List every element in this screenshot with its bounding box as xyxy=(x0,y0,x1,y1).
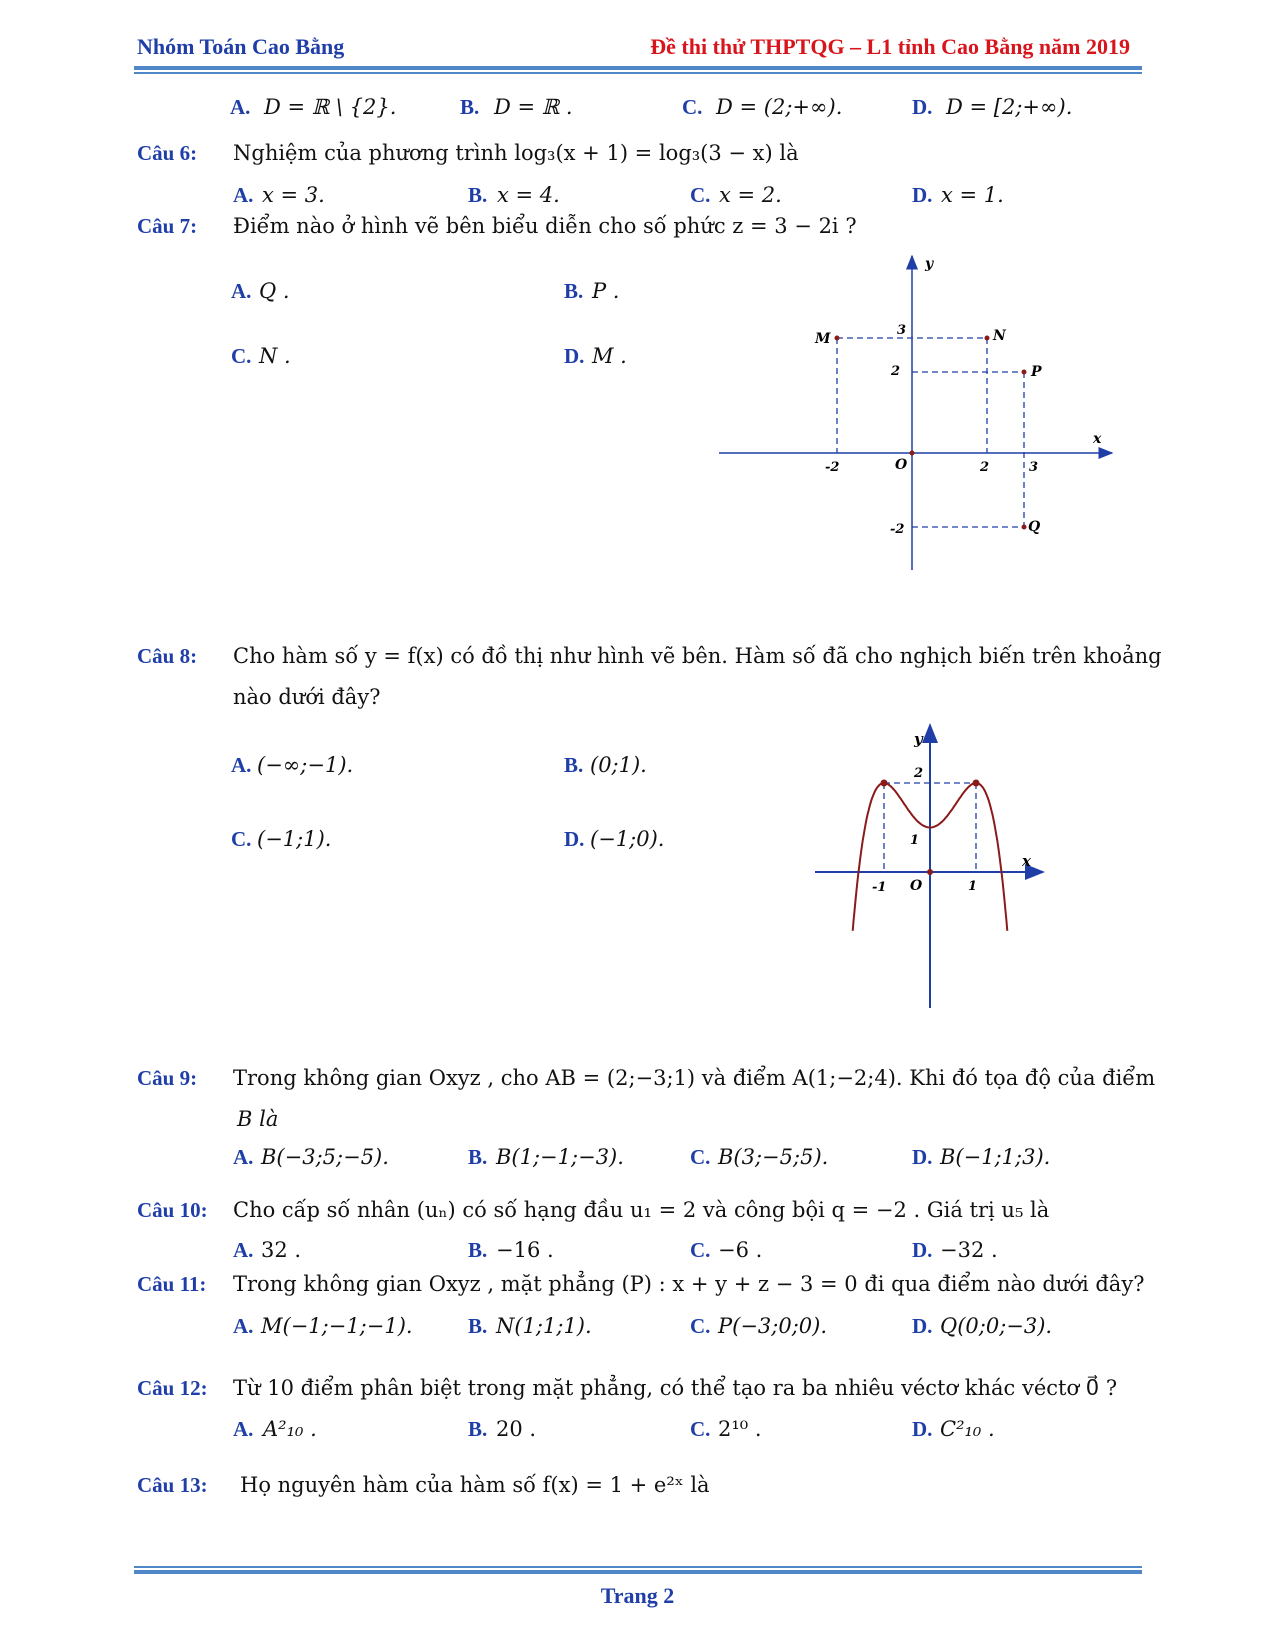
q10-option-b-label: B. xyxy=(468,1238,488,1262)
q6-option-b-label: B. xyxy=(468,183,488,207)
q7-ytick-3: 3 xyxy=(897,323,907,338)
q8-max-right xyxy=(973,780,980,787)
q7-option-a: Q . xyxy=(259,279,290,303)
q8-xtick-1: 1 xyxy=(968,879,978,894)
q8-option-b-label: B. xyxy=(564,753,584,777)
q7-option-d-label: D. xyxy=(564,344,585,368)
footer-rule xyxy=(134,1570,1142,1574)
q7-origin-label: O xyxy=(895,457,908,473)
q7-xtick-2: 2 xyxy=(980,460,990,475)
q5-option-d-label: D. xyxy=(912,95,933,119)
q12-option-a: A²₁₀ . xyxy=(263,1417,317,1441)
q7-label: Câu 7: xyxy=(137,214,198,238)
q13-text: Họ nguyên hàm của hàm số f(x) = 1 + e²ˣ là xyxy=(240,1473,710,1497)
header-rule xyxy=(134,66,1142,70)
q8-option-d-label: D. xyxy=(564,827,585,851)
q9-option-a-label: A. xyxy=(233,1145,254,1169)
q10-text: Cho cấp số nhân (uₙ) có số hạng đầu u₁ = 2 và công bội q = −2 . Giá trị u₅ là xyxy=(233,1198,1050,1222)
q11-option-d: Q(0;0;−3). xyxy=(940,1314,1053,1338)
q7-point-p xyxy=(1022,370,1027,375)
q5-option-b-label: B. xyxy=(460,95,480,119)
q9-option-c: B(3;−5;5). xyxy=(718,1145,829,1169)
q5-option-a: D = ℝ \ {2}. xyxy=(264,95,397,119)
q11-option-b-label: B. xyxy=(468,1314,488,1338)
header-rule-thin xyxy=(134,72,1142,74)
q8-option-a: (−∞;−1). xyxy=(257,753,354,777)
q8-y-label: y xyxy=(914,730,923,748)
q8-option-d: (−1;0). xyxy=(590,827,665,851)
q5-option-b: D = ℝ . xyxy=(494,95,573,119)
q7-p-label: P xyxy=(1031,364,1042,380)
q12-option-a-label: A. xyxy=(233,1417,254,1441)
q12-option-b-label: B. xyxy=(468,1417,488,1441)
q7-m-label: M xyxy=(815,331,831,347)
q6-option-c-label: C. xyxy=(690,183,711,207)
q6-option-c: x = 2. xyxy=(719,183,782,207)
q7-option-c-label: C. xyxy=(231,344,252,368)
q10-option-a-label: A. xyxy=(233,1238,254,1262)
q7-xtick-3: 3 xyxy=(1029,460,1039,475)
q7-n-label: N xyxy=(993,328,1006,344)
q7-ytick-2: 2 xyxy=(891,364,901,379)
q8-option-a-label: A. xyxy=(231,753,252,777)
q13-label: Câu 13: xyxy=(137,1473,208,1497)
q7-q-label: Q xyxy=(1028,519,1041,535)
q7-ytick-neg2: -2 xyxy=(890,522,905,537)
q10-option-c-label: C. xyxy=(690,1238,711,1262)
q8-option-b: (0;1). xyxy=(590,753,647,777)
q5-option-c: D = (2;+∞). xyxy=(716,95,843,119)
q7-figure xyxy=(715,250,1115,575)
q12-text: Từ 10 điểm phân biệt trong mặt phẳng, có thể tạo ra ba nhiêu véctơ khác véctơ 0⃗ ? xyxy=(233,1376,1118,1400)
q7-option-b-label: B. xyxy=(564,279,584,303)
q6-option-d-label: D. xyxy=(912,183,933,207)
q8-ytick-1: 1 xyxy=(910,833,920,848)
q6-option-a: x = 3. xyxy=(262,183,325,207)
q8-text-line1: Cho hàm số y = f(x) có đồ thị như hình vẽ bên. Hàm số đã cho nghịch biến trên khoảng xyxy=(233,644,1162,668)
page-number: Trang 2 xyxy=(600,1583,675,1608)
q8-text-line2: nào dưới đây? xyxy=(233,685,381,709)
q12-option-d-label: D. xyxy=(912,1417,933,1441)
q11-option-a: M(−1;−1;−1). xyxy=(261,1314,413,1338)
q7-text: Điểm nào ở hình vẽ bên biểu diễn cho số phức z = 3 − 2i ? xyxy=(233,214,857,238)
q10-option-b: −16 . xyxy=(496,1238,554,1262)
q7-option-d: M . xyxy=(592,344,627,368)
q9-text-line2: B là xyxy=(237,1107,279,1131)
q7-point-n xyxy=(985,336,990,341)
q6-option-d: x = 1. xyxy=(941,183,1004,207)
q8-max-left xyxy=(881,780,888,787)
header-left: Nhóm Toán Cao Bằng xyxy=(137,34,345,59)
q8-xtick-neg1: -1 xyxy=(872,880,887,895)
q7-option-b: P . xyxy=(592,279,620,303)
q8-figure xyxy=(810,720,1050,1010)
header-right: Đề thi thử THPTQG – L1 tỉnh Cao Bằng năm 2019 xyxy=(650,34,1130,59)
q7-x-label: x xyxy=(1093,431,1102,447)
q9-label: Câu 9: xyxy=(137,1066,198,1090)
q8-x-label: x xyxy=(1022,852,1031,870)
q9-option-b: B(1;−1;−3). xyxy=(496,1145,624,1169)
q11-text: Trong không gian Oxyz , mặt phẳng (P) : x + y + z − 3 = 0 đi qua điểm nào dưới đây? xyxy=(233,1272,1145,1296)
q11-option-c-label: C. xyxy=(690,1314,711,1338)
q6-label: Câu 6: xyxy=(137,141,198,165)
q12-option-b: 20 . xyxy=(496,1417,537,1441)
q11-option-a-label: A. xyxy=(233,1314,254,1338)
q8-label: Câu 8: xyxy=(137,644,198,668)
q11-label: Câu 11: xyxy=(137,1272,207,1296)
q7-option-c: N . xyxy=(259,344,291,368)
q10-option-d: −32 . xyxy=(940,1238,998,1262)
q12-label: Câu 12: xyxy=(137,1376,208,1400)
q9-option-d: B(−1;1;3). xyxy=(940,1145,1051,1169)
q11-option-b: N(1;1;1). xyxy=(496,1314,592,1338)
q12-option-d: C²₁₀ . xyxy=(940,1417,995,1441)
q8-origin-dot xyxy=(927,869,933,875)
q7-xtick-neg2: -2 xyxy=(825,460,840,475)
q9-option-a: B(−3;5;−5). xyxy=(261,1145,389,1169)
q8-option-c: (−1;1). xyxy=(257,827,332,851)
q6-option-a-label: A. xyxy=(233,183,254,207)
q7-guides xyxy=(837,338,1024,527)
q8-option-c-label: C. xyxy=(231,827,252,851)
q11-option-c: P(−3;0;0). xyxy=(718,1314,828,1338)
q12-option-c-label: C. xyxy=(690,1417,711,1441)
q5-option-a-label: A. xyxy=(230,95,251,119)
q6-option-b: x = 4. xyxy=(497,183,560,207)
q5-option-c-label: C. xyxy=(682,95,703,119)
q12-option-c: 2¹⁰ . xyxy=(718,1417,762,1441)
q8-ytick-2: 2 xyxy=(914,766,924,781)
q11-option-d-label: D. xyxy=(912,1314,933,1338)
q8-origin-label: O xyxy=(910,878,923,894)
q5-option-d: D = [2;+∞). xyxy=(946,95,1073,119)
q10-option-c: −6 . xyxy=(718,1238,763,1262)
q7-point-m xyxy=(835,336,840,341)
q6-text: Nghiệm của phương trình log₃(x + 1) = log₃(3 − x) là xyxy=(233,141,799,165)
q7-point-q xyxy=(1022,525,1027,530)
q9-text-line1: Trong không gian Oxyz , cho AB = (2;−3;1) và điểm A(1;−2;4). Khi đó tọa độ của điểm xyxy=(233,1066,1156,1090)
q10-option-d-label: D. xyxy=(912,1238,933,1262)
q7-option-a-label: A. xyxy=(231,279,252,303)
q7-y-label: y xyxy=(925,256,934,272)
q10-label: Câu 10: xyxy=(137,1198,208,1222)
q9-option-b-label: B. xyxy=(468,1145,488,1169)
footer-rule-thin xyxy=(134,1566,1142,1568)
q10-option-a: 32 . xyxy=(261,1238,302,1262)
q7-origin-dot xyxy=(910,451,915,456)
q9-option-d-label: D. xyxy=(912,1145,933,1169)
q9-option-c-label: C. xyxy=(690,1145,711,1169)
